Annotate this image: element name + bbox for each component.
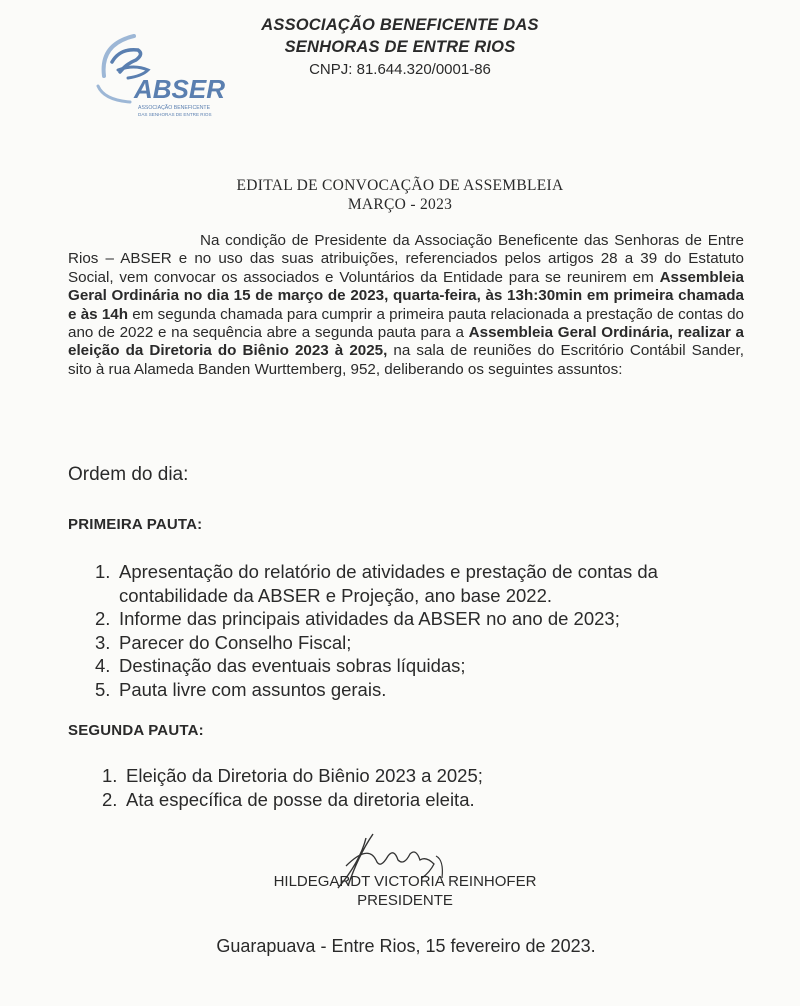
place-and-date: Guarapuava - Entre Rios, 15 fevereiro de 2023.	[216, 936, 596, 956]
signatory-name: HILDEGARDT VICTORIA REINHOFER	[273, 873, 537, 890]
organization-header	[230, 14, 570, 81]
document-title: EDITAL DE CONVOCAÇÃO DE ASSEMBLEIA	[236, 177, 564, 194]
list-item: 5. Pauta livre com assuntos gerais.	[95, 678, 387, 700]
first-agenda-list	[95, 560, 755, 702]
paragraph-text-1: Na condição de Presidente da Associação Beneficente das Senhoras de Entre Rios – ABSER e no uso das suas atribuições, referenciados pelos artigos 28 a 39 do Estatuto Social, vem convocar os associados e Voluntários da Entidade para se reunirem em	[68, 232, 744, 286]
list-item: 1. Eleição da Diretoria do Biênio 2023 a 2025;	[102, 765, 483, 786]
logo-text: ABSER	[134, 74, 226, 104]
organization-name-line1: ASSOCIAÇÃO BENEFICENTE DAS	[261, 16, 539, 34]
agenda-heading: Ordem do dia:	[68, 464, 189, 485]
paragraph-text-3: na sala de reuniões do Escritório Contábil Sander, sito à rua Alameda Banden Wurttemberg, 952, deliberando os seguintes assuntos:	[68, 342, 744, 378]
list-item: 2. Informe das principais atividades da ABSER no ano de 2023;	[95, 608, 620, 630]
list-item: 3. Parecer do Conselho Fiscal;	[95, 631, 352, 653]
organization-name-line2: SENHORAS DE ENTRE RIOS	[284, 38, 516, 56]
paragraph-text-2: em segunda chamada para cumprir a primeira pauta relacionada a prestação de contas do ano de 2022 e na sequência abre a segunda pauta para a	[68, 305, 744, 342]
abser-logo	[82, 14, 232, 124]
hands-icon	[82, 14, 232, 124]
list-item: 1. Apresentação do relatório de atividades e prestação de contas da contabilidade da ABSER e Projeção, ano base 2022.	[95, 561, 658, 606]
organization-cnpj: CNPJ: 81.644.320/0001-86	[309, 61, 491, 78]
logo-subtitle-1: ASSOCIAÇÃO BENEFICENTE	[138, 105, 211, 111]
first-agenda-heading: PRIMEIRA PAUTA:	[68, 516, 203, 533]
list-item: 4. Destinação das eventuais sobras líquidas;	[95, 655, 466, 677]
second-agenda-heading: SEGUNDA PAUTA:	[68, 722, 204, 739]
signatory-role: PRESIDENTE	[357, 892, 453, 909]
document-subtitle: MARÇO - 2023	[347, 196, 453, 213]
second-agenda-list	[102, 764, 702, 811]
logo-subtitle-2: DAS SENHORAS DE ENTRE RIOS	[138, 112, 212, 117]
paragraph-bold-2: Assembleia Geral Ordinária, realizar a eleição da Diretoria do Biênio 2023 à 2025,	[68, 324, 744, 360]
convocation-paragraph	[68, 232, 744, 379]
list-item: 2. Ata específica de posse da diretoria eleita.	[102, 788, 475, 810]
paragraph-bold-1: Assembleia Geral Ordinária no dia 15 de março de 2023, quarta-feira, às 13h:30min em primeira chamada e às 14h	[68, 268, 744, 323]
